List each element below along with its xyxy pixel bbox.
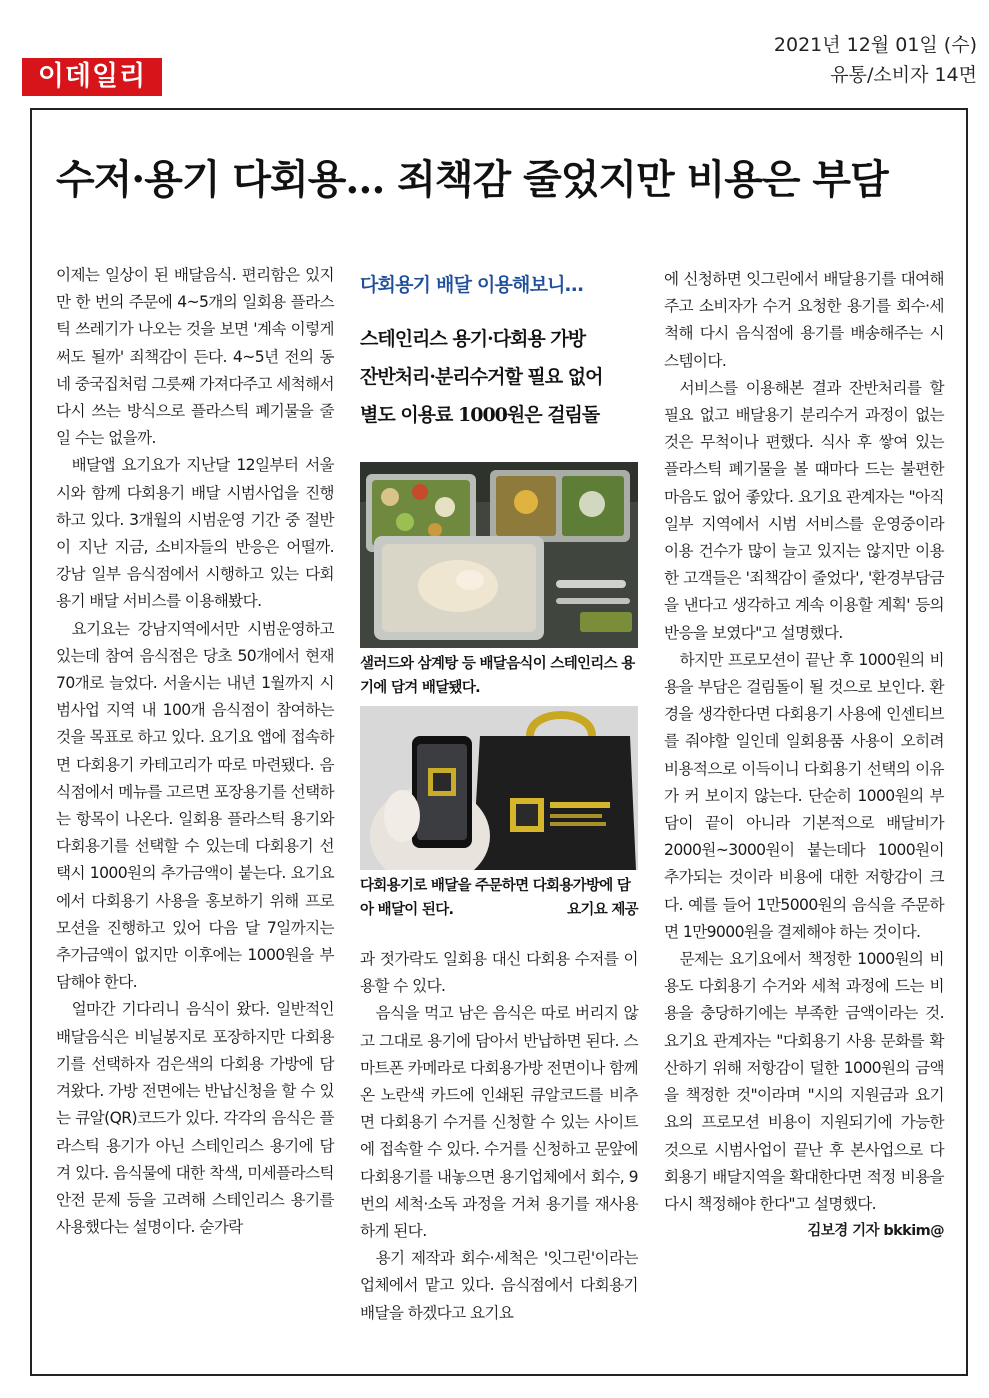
section-page: 유통/소비자 14면 [830,64,977,86]
paragraph: 음식을 먹고 남은 음식은 따로 버리지 않고 그대로 용기에 담아서 반납하면 된다. 스마트폰 카메라로 다회용가방 전면이나 함께 온 노란색 카드에 인쇄된 큐알코드를 비추면 다회용기 수거를 신청할 수 있는 사이트에 접속할 수 있다. 수거를 신청하고 문앞에 다회용기를 내놓으면 용기업체에서 회수, 9번의 세척·소독 과정을 거쳐 용기를 재사용하게 된다. [360,1004,638,1241]
article-subheads [360,320,640,434]
paragraph: 요기요는 강남지역에서만 시범운영하고 있는데 참여 음식점은 당초 50개에서 현재 70개로 늘었다. 서울시는 내년 1월까지 시범사업 지역 내 100개 음식점이 참여하는 것을 목표로 하고 있다. 요기요 앱에 접속하면 다회용기 카테고리가 따로 마련됐다. 음식점에서 메뉴를 고르면 포장용기를 선택하는 항목이 나온다. 일회용 플라스틱 용기와 다회용기를 선택할 수 있는데 다회용기 선택시 1000원의 추가금액이 붙는다. 요기요에서 다회용기 사용을 홍보하기 위해 프로모션을 진행하고 있어 다음 달 7일까지는 추가금액이 없지만 이후에는 1000원을 부담해야 한다. [56,619,334,992]
paragraph: 서비스를 이용해본 결과 잔반처리를 할 필요 없고 배달용기 분리수거 과정이 없는 것은 무척이나 편했다. 식사 후 쌓여 있는 플라스틱 폐기물을 볼 때마다 드는 불편한 마음도 없어 좋았다. 요기요 관계자는 "아직 일부 지역에서 시범 서비스를 운영중이라 이용 건수가 많이 늘고 있지는 않지만 이용한 고객들은 '죄책감이 줄었다', '환경부담금을 낸다고 생각하고 계속 이용할 계획' 등의 반응을 보였다"고 설명했다. [664,378,944,642]
publication-date: 2021년 12월 01일 (수) [773,34,977,56]
publication-meta [774,30,977,90]
article-headline: 수저·용기 다회용… 죄책감 줄었지만 비용은 부담 [56,156,888,203]
paragraph: 이제는 일상이 된 배달음식. 편리함은 있지만 한 번의 주문에 4~5개의 일회용 플라스틱 쓰레기가 나오는 것을 보면 '계속 이렇게 써도 될까' 죄책감이 든다. 4~5년 전의 동네 중국집처럼 그릇째 가져다주고 세척해서 다시 쓰는 방식으로 플라스틱 폐기물을 줄일 수는 없을까. [56,266,334,448]
paragraph: 하지만 프로모션이 끝난 후 1000원의 비용을 부담은 걸림돌이 될 것으로 보인다. 환경을 생각한다면 다회용기 사용에 인센티브를 줘야할 일인데 일회용품 사용이 오히려 비용적으로 이득이니 다회용기 선택의 이유가 커 보이지 않는다. 단순히 1000원의 부담이 끝이 아니라 기본적으로 배달비가 2000원~3000원이 붙는데다 1000원이 추가되는 것이라 비용에 대한 저항감이 크다. 예를 들어 1만5000원의 음식을 주문하면 1만9000원을 결제해야 하는 것이다. [664,650,944,941]
article-column-1 [56,262,334,1241]
subhead: 별도 이용료 1000원은 걸림돌 [360,404,600,426]
photo-caption [360,874,638,922]
article-column-2 [360,946,638,1327]
article-byline: 김보경 기자 bkkim@ [807,1223,944,1240]
edaily-logo: 이데일리 [22,58,162,96]
photo-credit: 요기요 제공 [567,902,638,918]
paragraph: 용기 제작과 회수·세척은 '잇그린'이라는 업체에서 맡고 있다. 음식점에서 다회용기 배달을 하겠다고 요기요 [360,1249,638,1322]
paragraph: 배달앱 요기요가 지난달 12일부터 서울시와 함께 다회용기 배달 시범사업을 진행하고 있다. 3개월의 시범운영 기간 중 절반이 지난 지금, 소비자들의 반응은 어떨까. 강남 일부 음식점에서 시행하고 있는 다회용기 배달 서비스를 이용해봤다. [56,456,334,611]
subhead: 스테인리스 용기·다회용 가방 [360,328,586,350]
photo-reusable-bag [360,706,638,870]
paragraph: 에 신청하면 잇그린에서 배달용기를 대여해주고 소비자가 수거 요청한 용기를 회수·세척해 다시 음식점에 용기를 배송해주는 시스템이다. [664,270,944,370]
photo-caption: 샐러드와 삼계탕 등 배달음식이 스테인리스 용기에 담겨 배달됐다. [360,656,635,696]
photo-meal-containers [360,462,638,648]
paragraph: 과 젓가락도 일회용 대신 다회용 수저를 이용할 수 있다. [360,950,638,996]
article-column-3 [664,266,944,1245]
subhead: 잔반처리·분리수거할 필요 없어 [360,366,603,388]
caption-text: 다회용기로 배달을 주문하면 다회용가방에 담아 배달이 된다. [360,878,631,918]
paragraph: 문제는 요기요에서 책정한 1000원의 비용도 다회용기 수거와 세척 과정에 드는 비용을 충당하기에는 부족한 금액이라는 것. 요기요 관계자는 "다회용기 사용 문화를 확산하기 위해 저항감이 덜한 1000원의 금액을 책정한 것"이라며 "시의 지원금과 요기요의 프로모션 비용이 지원되기에 가능한 것으로 시범사업이 끝난 후 본사업으로 다회용기 배달지역을 확대한다면 적정 비용을 다시 책정해야 한다"고 설명했다. [664,950,944,1213]
paragraph: 얼마간 기다리니 음식이 왔다. 일반적인 배달음식은 비닐봉지로 포장하지만 다회용기를 선택하자 검은색의 다회용 가방에 담겨왔다. 가방 전면에는 반납신청을 할 수 있는 큐알(QR)코드가 있다. 각각의 음식은 플라스틱 용기가 아닌 스테인리스 용기에 담겨 있다. 음식물에 대한 착색, 미세플라스틱 안전 문제 등을 고려해 스테인리스 용기를 사용했다는 설명이다. 숟가락 [56,1000,334,1237]
article-kicker: 다회용기 배달 이용해보니… [360,274,583,296]
